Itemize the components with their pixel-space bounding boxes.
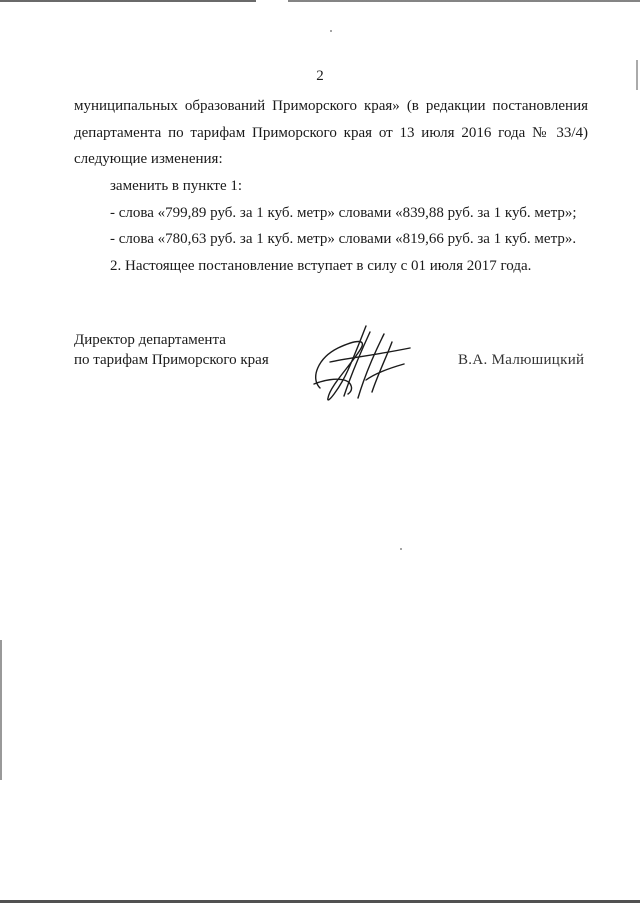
body-paragraph [74, 94, 588, 174]
paragraph-line: следующие изменения: [74, 151, 223, 167]
effective-date-clause: 2. Настоящее постановление вступает в силу с 01 июля 2017 года. [110, 257, 532, 274]
scan-speck [330, 30, 332, 32]
amendment-item: - слова «799,89 руб. за 1 куб. метр» словами «839,88 руб. за 1 куб. метр»; [110, 204, 577, 221]
scan-edge-left [0, 640, 2, 780]
signer-name: В.А. Малюшицкий [458, 352, 585, 368]
handwritten-signature [300, 318, 420, 408]
position-line: по тарифам Приморского края [74, 352, 269, 368]
paragraph-line: муниципальных образований Приморского края» (в редакции постановления [74, 98, 588, 114]
position-line: Директор департамента [74, 332, 226, 348]
paragraph-line: департамента по тарифам Приморского края от 13 июля 2016 года № 33/4) [74, 124, 588, 141]
amendment-item: - слова «780,63 руб. за 1 куб. метр» словами «819,66 руб. за 1 куб. метр». [110, 231, 577, 247]
amendment-list [74, 174, 588, 280]
scan-speck [400, 548, 402, 550]
scan-edge-top [0, 0, 640, 2]
scan-edge-bottom [0, 900, 640, 903]
signatory-position [74, 330, 269, 370]
page-number: 2 [316, 68, 324, 84]
amendment-intro: заменить в пункте 1: [110, 178, 243, 194]
